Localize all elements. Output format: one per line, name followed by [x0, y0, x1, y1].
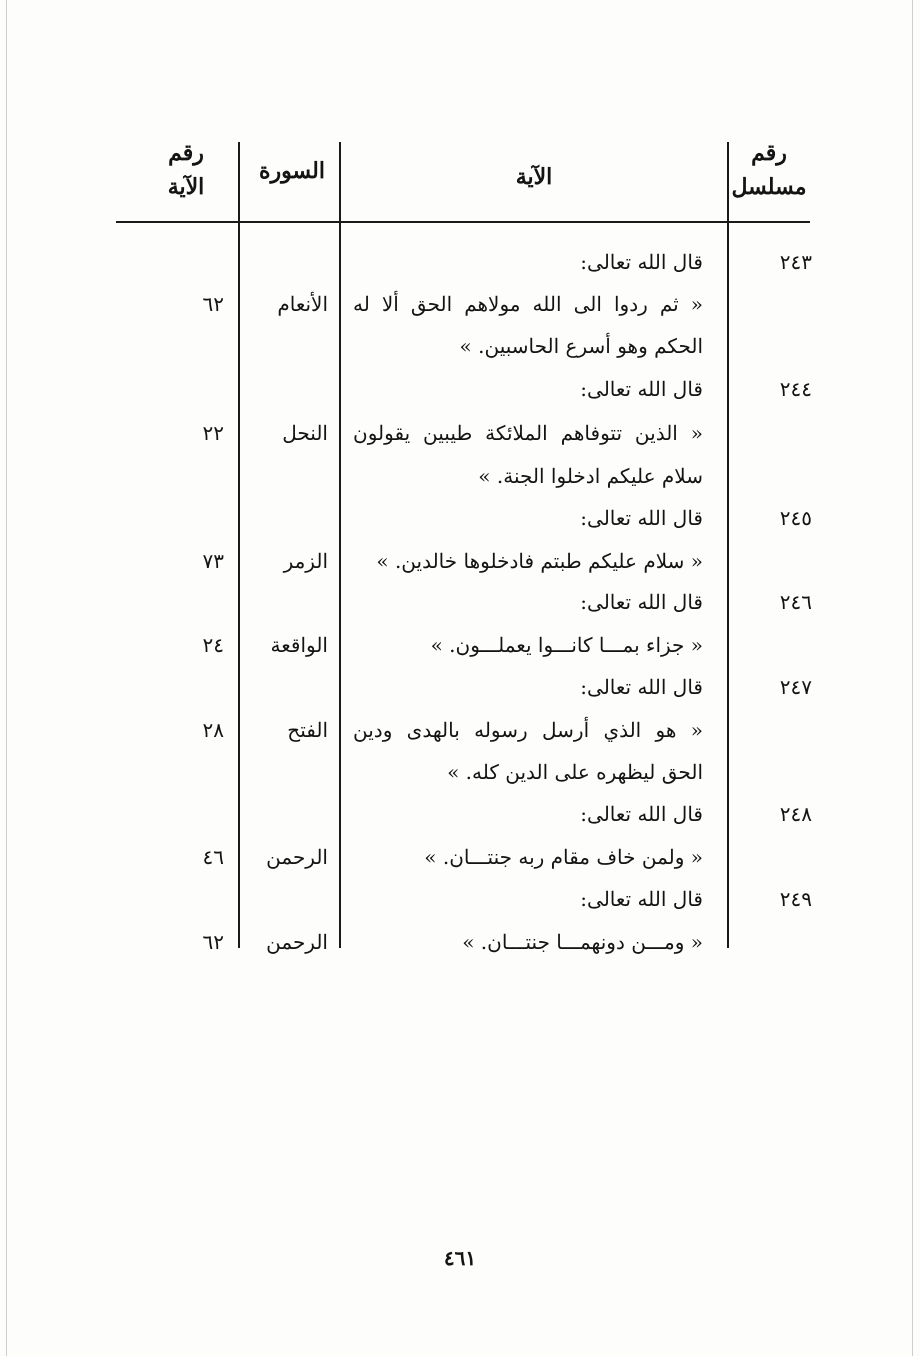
- serial-number: ٢٤٥: [779, 506, 812, 530]
- header-serial-number: رقم مسلسل: [731, 140, 807, 200]
- ayah-text-line: « ثم ردوا الى الله مولاهم الحق ألا له: [353, 292, 703, 316]
- header-ayah-number: رقم الآية: [167, 140, 205, 200]
- surah-name: النحل: [282, 421, 328, 445]
- header-surah: السورة: [259, 158, 325, 184]
- serial-number: ٢٤٨: [779, 802, 812, 826]
- surah-name: الرحمن: [266, 930, 328, 954]
- column-rule-ayah: [339, 142, 341, 948]
- page-edge-left: [6, 0, 7, 1356]
- header-ayah: الآية: [515, 164, 553, 190]
- column-rule-surah: [238, 142, 240, 948]
- ayah-text-line: « هو الذي أرسل رسوله بالهدى ودين: [353, 718, 703, 742]
- surah-name: الأنعام: [277, 292, 328, 316]
- surah-name: الزمر: [283, 549, 328, 573]
- ayah-intro: قال الله تعالى:: [580, 802, 703, 826]
- ayah-intro: قال الله تعالى:: [580, 506, 703, 530]
- page-edge-right: [912, 0, 913, 1356]
- ayah-number: ٢٢: [202, 421, 224, 445]
- ayah-text-line: سلام عليكم ادخلوا الجنة. »: [478, 464, 703, 488]
- serial-number: ٢٤٩: [779, 887, 812, 911]
- serial-number: ٢٤٤: [779, 377, 812, 401]
- ayah-text-line: « ولمن خاف مقام ربه جنتـــان. »: [424, 845, 703, 869]
- ayah-intro: قال الله تعالى:: [580, 675, 703, 699]
- serial-number: ٢٤٦: [779, 590, 812, 614]
- ayah-number: ٧٣: [202, 549, 224, 573]
- serial-number: ٢٤٧: [779, 675, 812, 699]
- ayah-text-line: « سلام عليكم طبتم فادخلوها خالدين. »: [376, 549, 703, 573]
- ayah-intro: قال الله تعالى:: [580, 377, 703, 401]
- ayah-number: ٤٦: [202, 845, 224, 869]
- header-rule: [116, 221, 810, 223]
- ayah-text-line: الحق ليظهره على الدين كله. »: [447, 760, 703, 784]
- ayah-text-line: « الذين تتوفاهم الملائكة طيبين يقولون: [353, 421, 703, 445]
- ayah-number: ٦٢: [202, 930, 224, 954]
- page-number: ٤٦١: [443, 1246, 477, 1270]
- ayah-text-line: « ومـــن دونهمـــا جنتـــان. »: [462, 930, 703, 954]
- ayah-text-line: الحكم وهو أسرع الحاسبين. »: [459, 334, 703, 358]
- ayah-number: ٢٨: [202, 718, 224, 742]
- ayah-intro: قال الله تعالى:: [580, 590, 703, 614]
- ayah-intro: قال الله تعالى:: [580, 887, 703, 911]
- surah-name: الرحمن: [266, 845, 328, 869]
- ayah-number: ٢٤: [202, 633, 224, 657]
- ayah-number: ٦٢: [202, 292, 224, 316]
- surah-name: الفتح: [287, 718, 328, 742]
- ayah-intro: قال الله تعالى:: [580, 250, 703, 274]
- serial-number: ٢٤٣: [779, 250, 812, 274]
- surah-name: الواقعة: [270, 633, 328, 657]
- ayah-text-line: « جزاء بمـــا كانـــوا يعملـــون. »: [430, 633, 703, 657]
- column-rule-serial: [727, 142, 729, 948]
